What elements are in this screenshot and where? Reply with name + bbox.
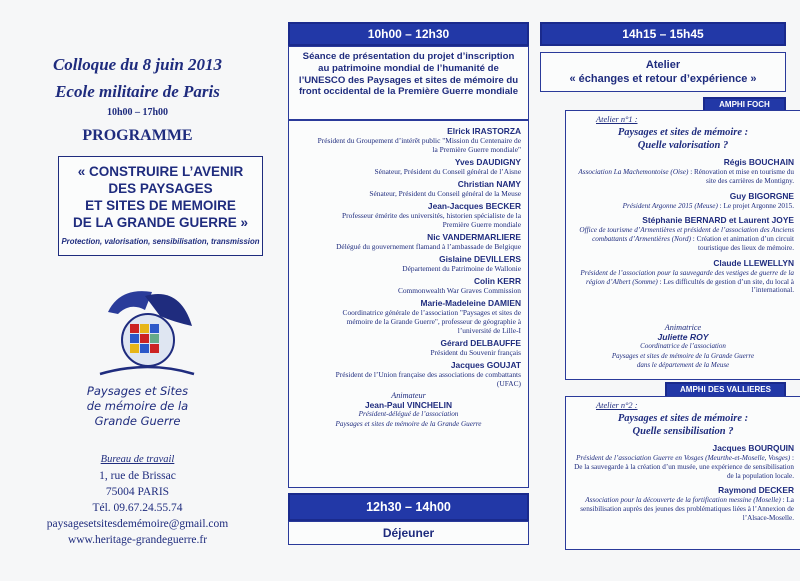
logo-tile xyxy=(150,334,159,343)
logo-tile xyxy=(150,344,159,353)
event-date: Colloque du 8 juin 2013 xyxy=(52,55,223,74)
speakers-box xyxy=(288,120,529,488)
logo-line-3: Grande Guerre xyxy=(94,414,181,428)
atelier1-box xyxy=(565,110,800,380)
speaker-name: Nic VANDERMARLIERE xyxy=(427,232,521,242)
speaker-entry xyxy=(296,338,521,357)
speaker-entry xyxy=(296,179,521,198)
speaker-role: Président du Souvenir français xyxy=(430,348,521,357)
speaker-name: Jacques GOUJAT xyxy=(450,360,521,370)
workshop-speaker-assoc: Président de l’association pour la sauvegarde des vestiges de guerre de la région d’Albert (Somme) xyxy=(580,268,794,286)
logo-line-2: de mémoire de la xyxy=(86,399,189,413)
logo-tile xyxy=(130,334,139,343)
event-venue: Ecole militaire de Paris xyxy=(55,82,220,101)
bureau-label: Bureau de travail xyxy=(100,454,175,465)
speaker-entry xyxy=(296,298,521,335)
logo-caption xyxy=(0,384,275,429)
morning-band: 10h00 – 12h30 xyxy=(288,22,529,46)
speaker-role: Sénateur, Président du Conseil général de la Meuse xyxy=(369,189,521,198)
address-line-1: 1, rue de Brissac xyxy=(99,470,176,482)
speaker-role: Président de l’Union française des associations de combattants (UFAC) xyxy=(335,370,521,388)
workshop-speaker-assoc: Association pour la découverte de la fortification messine (Moselle) xyxy=(585,496,781,505)
logo-tile xyxy=(140,324,149,333)
animatrice-role-3: dans le département de la Meuse xyxy=(636,361,730,369)
afternoon-band: 14h15 – 15h45 xyxy=(540,22,786,46)
workshop-speaker-name: Régis BOUCHAIN xyxy=(723,157,794,167)
speaker-name: Gérard DELBAUFFE xyxy=(440,338,521,348)
session-title: Séance de présentation du projet d’inscription au patrimoine mondial de l’humanité de l’UNESCO des Paysages et sites de mémoire du front occidental de la Première Guerre mondiale xyxy=(298,51,519,98)
address-line-2: 75004 PARIS xyxy=(105,486,170,498)
animatrice-role-2: Paysages et sites de mémoire de la Grande Guerre xyxy=(611,351,755,360)
logo-tile xyxy=(130,344,139,353)
event-hours: 10h00 – 17h00 xyxy=(106,107,169,118)
atelier-box xyxy=(540,52,786,92)
association-logo xyxy=(90,282,200,387)
workshop-speaker-topic: : De la sauvegarde à la création d’un musée, une expérience de sensibilisation de la population locale. xyxy=(574,454,794,480)
speaker-name: Christian NAMY xyxy=(457,179,521,189)
atelier2-title-1: Paysages et sites de mémoire : xyxy=(617,413,749,424)
workshop-speaker-assoc: Office de tourisme d’Armentières et président de l’association des Anciens combattants d’Armentières (Nord) xyxy=(579,226,794,244)
animateur-role-2: Paysages et sites de mémoire de la Grande Guerre xyxy=(335,419,482,428)
workshop-speaker xyxy=(572,157,794,186)
title-line-1: « CONSTRUIRE L’AVENIR xyxy=(77,164,244,179)
logo-wing xyxy=(108,291,152,314)
workshop-speaker-assoc: Président Argonne 2015 (Meuse) xyxy=(622,201,718,210)
workshop-speaker-assoc: Association La Machemontoise (Oise) xyxy=(578,168,689,176)
speaker-name: Gislaine DEVILLERS xyxy=(439,254,521,264)
workshop-speaker xyxy=(572,443,794,480)
right-panel xyxy=(535,0,800,581)
speaker-entry xyxy=(296,254,521,273)
left-panel xyxy=(0,0,275,581)
session-title-box xyxy=(288,46,529,120)
speaker-entry xyxy=(296,360,521,388)
animateur-role-1: Président-délégué de l’association xyxy=(358,410,459,418)
logo-ground xyxy=(100,367,194,374)
workshop-speaker-topic: : Le projet Argonne 2015. xyxy=(717,201,794,210)
atelier-title: Atelier xyxy=(645,59,681,71)
workshop-speaker xyxy=(572,191,794,211)
lunch-label: Déjeuner xyxy=(382,526,435,540)
title-line-4: DE LA GRANDE GUERRE » xyxy=(72,215,249,230)
workshop-speaker-name: Jacques BOURQUIN xyxy=(712,443,794,453)
email-link[interactable]: paysagesetsitesdemémoire@gmail.com xyxy=(46,518,229,530)
speaker-entry xyxy=(296,157,521,176)
speaker-role: Professeur émérite des universités, historien spécialiste de la Première Guerre mondiale xyxy=(342,211,521,229)
animatrice-label: Animatrice xyxy=(664,323,702,332)
workshop-speaker-topic: : Création et animation d’un circuit touristique des lieux de mémoire. xyxy=(691,235,794,252)
workshop-speaker-name: Claude LLEWELLYN xyxy=(713,257,794,268)
lunch-box xyxy=(288,521,529,545)
workshop-speaker-name: Stéphanie BERNARD et Laurent JOYE xyxy=(642,215,794,226)
animateur-block xyxy=(289,391,528,429)
workshop-speaker-topic: : La sensibilisation auprès des jeunes des problématiques liées à l’Annexion de l’Alsace-Moselle. xyxy=(580,496,794,522)
title-subtitle: Protection, valorisation, sensibilisation, transmission xyxy=(61,237,260,246)
animateur-name: Jean-Paul VINCHELIN xyxy=(364,399,453,410)
animateur-label: Animateur xyxy=(391,391,426,400)
speaker-name: Yves DAUDIGNY xyxy=(454,157,521,167)
speaker-role: Coordinatrice générale de l’association "Paysages et sites de mémoire de la Grande Guerre", professeur de géographie à l’université de Lille-I xyxy=(342,308,521,335)
animatrice-block xyxy=(566,323,800,371)
atelier1-label: Atelier n°1 : xyxy=(596,115,638,124)
atelier2-box xyxy=(565,396,800,550)
website-link[interactable]: www.heritage-grandeguerre.fr xyxy=(67,534,208,546)
speaker-role: Commonwealth War Graves Commission xyxy=(397,286,521,295)
speaker-name: Colin KERR xyxy=(474,276,521,286)
workshop-speaker-assoc: Président de l’association Guerre en Vosges (Meurthe-et-Moselle, Vosges) xyxy=(576,454,791,462)
speaker-entry xyxy=(296,232,521,251)
logo-tile xyxy=(140,334,149,343)
animatrice-name: Juliette ROY xyxy=(657,331,709,342)
atelier2-label: Atelier n°2 : xyxy=(596,401,638,410)
amphi-vallieres-badge: AMPHI DES VALLIERES xyxy=(665,382,786,398)
title-line-2: DES PAYSAGES xyxy=(108,181,213,196)
phone: Tél. 09.67.24.55.74 xyxy=(92,502,183,514)
speaker-role: Département du Patrimoine de Wallonie xyxy=(402,264,521,273)
logo-tile xyxy=(130,324,139,333)
speaker-name: Elrick IRASTORZA xyxy=(447,126,521,136)
globe-icon xyxy=(100,291,194,374)
speaker-role: Sénateur, Président du Conseil général de l’Aisne xyxy=(374,167,521,176)
speaker-entry xyxy=(296,276,521,295)
title-line-3: ET SITES DE MEMOIRE xyxy=(85,198,236,213)
workshop-speaker-topic: : Les difficultés de gestion d’un site, du local à l’international. xyxy=(657,277,794,295)
atelier2-title-2: Quelle sensibilisation ? xyxy=(632,425,734,437)
atelier-subtitle: « échanges et retour d’expérience » xyxy=(569,73,757,85)
programme-heading: PROGRAMME xyxy=(82,127,193,144)
workshop-speaker xyxy=(572,258,794,295)
logo-line-1: Paysages et Sites xyxy=(86,384,189,398)
title-box xyxy=(58,156,263,256)
speaker-entry xyxy=(296,201,521,229)
middle-panel xyxy=(282,0,535,581)
lunch-band: 12h30 – 14h00 xyxy=(288,493,529,521)
speaker-name: Marie-Madeleine DAMIEN xyxy=(420,298,521,308)
atelier1-title-2: Quelle valorisation ? xyxy=(637,139,729,151)
speaker-role: Délégué du gouvernement flamand à l’ambassade de Belgique xyxy=(336,242,521,251)
logo-tile xyxy=(150,324,159,333)
animatrice-role-1: Coordinatrice de l’association xyxy=(640,342,726,350)
workshop-speaker xyxy=(572,215,794,252)
atelier1-title-1: Paysages et sites de mémoire : xyxy=(617,127,749,138)
workshop-speaker-name: Guy BIGORGNE xyxy=(729,190,794,201)
workshop-speaker-topic: : Rénovation et mise en tourisme du site des carrières de Montigny. xyxy=(688,168,794,185)
speaker-role: Président du Groupement d’intérêt public "Mission du Centenaire de la Première Guerre mondiale" xyxy=(317,136,521,154)
speaker-entry xyxy=(296,126,521,154)
workshop-speaker-name: Raymond DECKER xyxy=(718,485,794,496)
speaker-name: Jean-Jacques BECKER xyxy=(427,201,521,211)
amphi-foch-badge: AMPHI FOCH xyxy=(703,97,786,113)
logo-tile xyxy=(140,344,149,353)
contact-block xyxy=(0,452,275,548)
workshop-speaker xyxy=(572,485,794,522)
